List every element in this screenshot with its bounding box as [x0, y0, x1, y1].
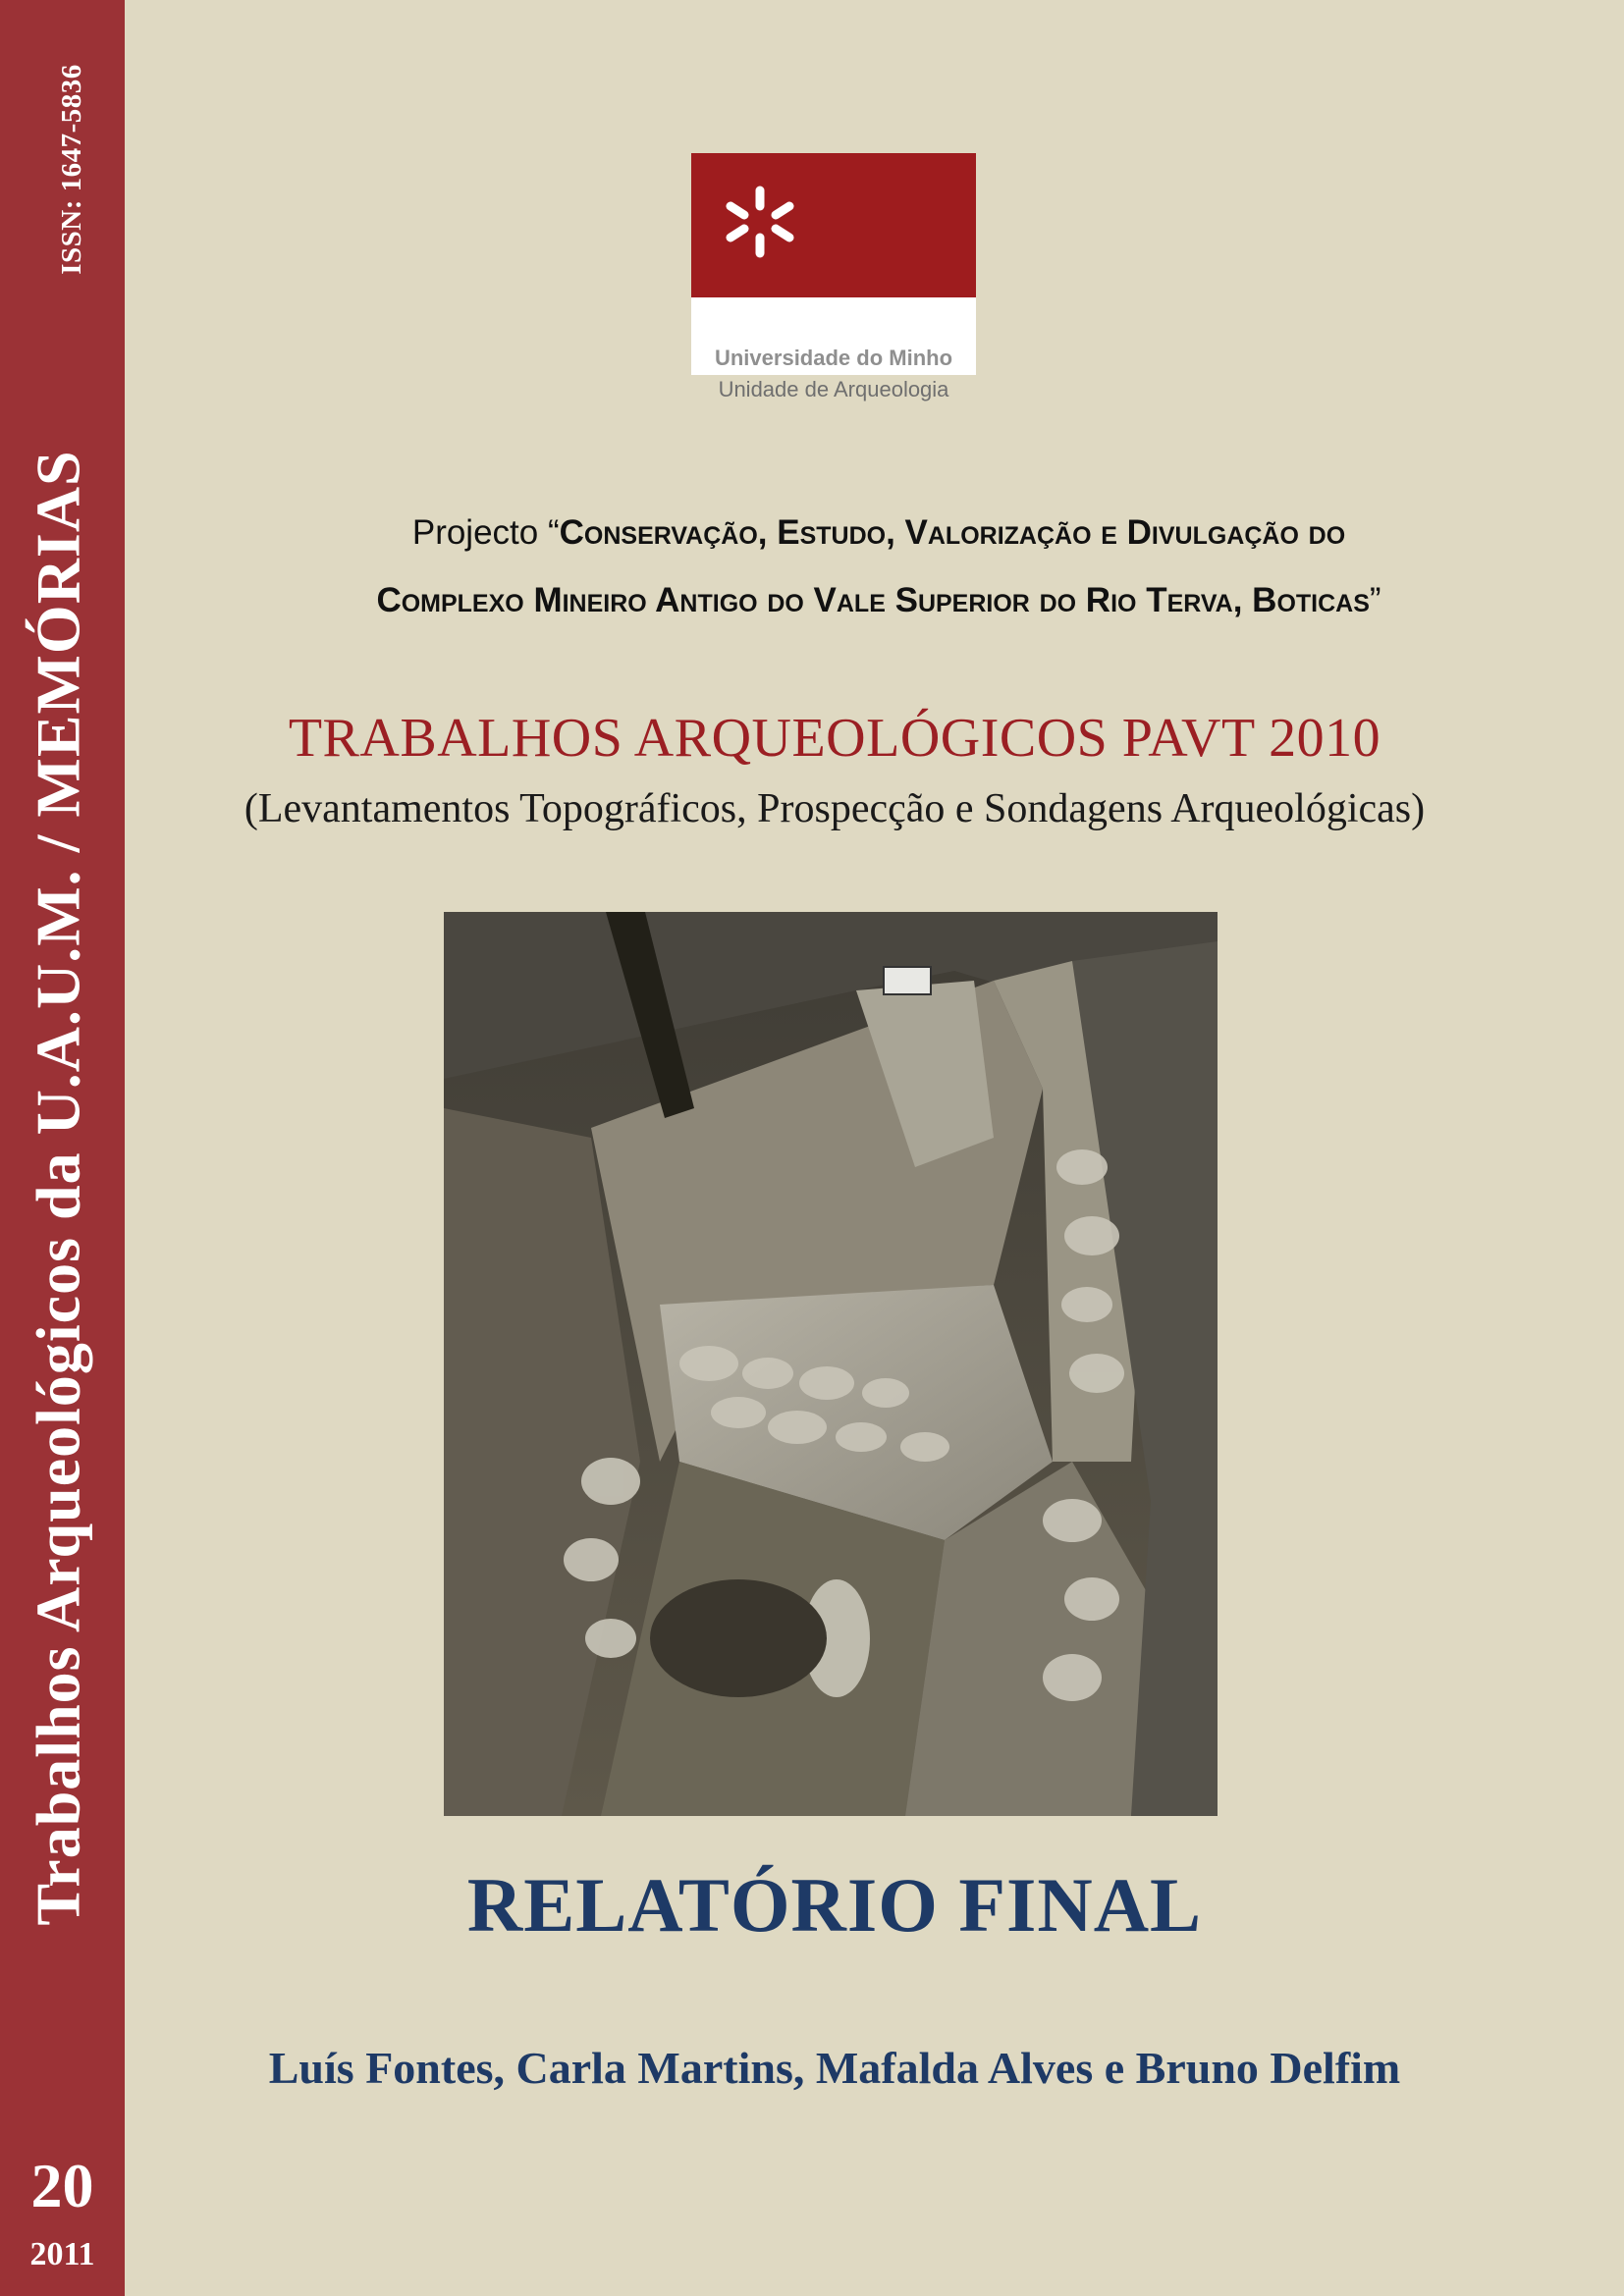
project-line-1 [177, 513, 1581, 553]
project-title-part-1: Conservação, Estudo, Valorização e Divulgação do [559, 513, 1346, 552]
subtitle: (Levantamentos Topográficos, Prospecção e Sondagens Arqueológicas) [244, 786, 1426, 831]
uminho-star-icon [721, 183, 799, 261]
project-title-part-2: Complexo Mineiro Antigo do Vale Superior do Rio Terva, Boticas [376, 581, 1370, 619]
authors: Luís Fontes, Carla Martins, Mafalda Alves e Bruno Delfim [268, 2043, 1401, 2093]
project-suffix: ” [1369, 581, 1381, 619]
project-prefix: Projecto “ [411, 513, 560, 552]
series-title: Trabalhos Arqueológicos da U.A.U.M. / MEMÓRIAS [23, 450, 93, 1926]
issn-label: ISSN: 1647-5836 [56, 64, 87, 275]
series-container [0, 373, 125, 2002]
excavation-trench-photo [444, 912, 1218, 1816]
report-title: RELATÓRIO FINAL [466, 1862, 1203, 1948]
volume-number: 20 [30, 2151, 94, 2220]
main-title: TRABALHOS ARQUEOLÓGICOS PAVT 2010 [288, 708, 1381, 769]
unit-name: Unidade de Arqueologia [718, 377, 949, 401]
issn-container [0, 49, 125, 290]
photo-illustration [444, 912, 1218, 1816]
project-line-2 [177, 581, 1581, 620]
volume-year: 2011 [29, 2236, 95, 2272]
university-name: Universidade do Minho [714, 346, 953, 370]
university-logo [691, 153, 976, 375]
